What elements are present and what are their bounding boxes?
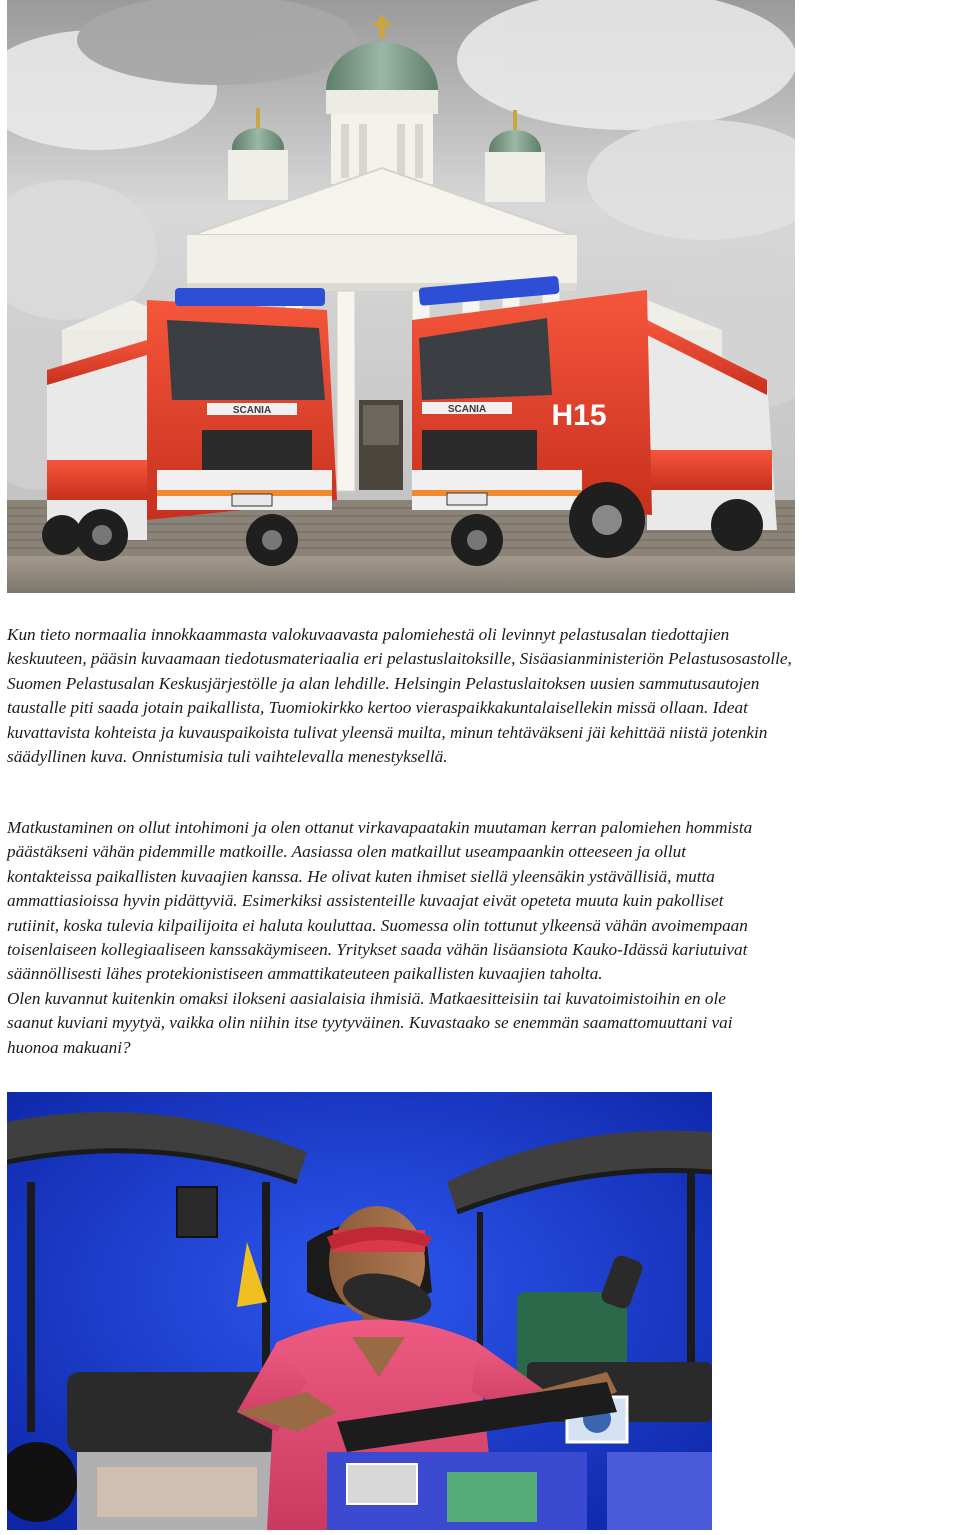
paragraph-line: rutiinit, koska tulevia kilpailijoita ei haluta kouluttaa. Suomessa olin tottunut ylkeensä vähän avoimempaan bbox=[7, 915, 748, 935]
paragraph-line: huonoa makuani? bbox=[7, 1037, 131, 1057]
paragraph-line: keskuuteen, pääsin kuvaamaan tiedotusmateriaalia eri pelastuslaitoksille, Sisäasianministeriön Pelastusosastolle, bbox=[7, 649, 792, 669]
paragraph-line: säädyllinen kuva. Onnistumisia tuli vaihtelevalla menestyksellä. bbox=[7, 747, 448, 767]
paragraph-line: Kun tieto normaalia innokkaammasta valokuvaavasta palomiehestä oli levinnyt pelastusalan tiedottajien bbox=[7, 625, 730, 644]
rickshaw-driver-photo bbox=[7, 1092, 712, 1530]
paragraph-line: Suomen Pelastusalan Keskusjärjestölle ja alan lehdille. Helsingin Pelastuslaitoksen uusien sammutusautojen bbox=[7, 673, 760, 693]
paragraph-line: kontakteissa paikallisten kuvaajien kanssa. He olivat kuten ihmiset siellä yleensäkin ystävällisiä, mutta bbox=[7, 866, 715, 886]
truck-right-brand: SCANIA bbox=[447, 404, 487, 415]
paragraph-line: Matkustaminen on ollut intohimoni ja olen ottanut virkavapaatakin muutaman kerran palomiehen hommista bbox=[7, 818, 753, 837]
paragraph-line: ammattiasioissa hyvin pidättyviä. Esimerkiksi assistenteille kuvaajat eivät opeteta muuta kuin pakolliset bbox=[7, 891, 724, 911]
truck-right-id: H15 bbox=[551, 399, 607, 432]
paragraph-travel-asia bbox=[7, 816, 952, 1060]
fire-trucks-cathedral-illustration bbox=[7, 0, 795, 593]
paragraph-firefighter-photography bbox=[7, 623, 952, 769]
truck-left-brand: SCANIA bbox=[232, 405, 272, 416]
paragraph-line: taustalle piti saada jotain paikallista, Tuomiokirkko kertoo vieraspaikkakuntalaisellekin missä ollaan. Ideat bbox=[7, 698, 748, 718]
paragraph-line: kuvattavista kohteista ja kuvauspaikoista tulivat yleensä muilta, minun tehtäväkseni jäi kehittää niistä jotenkin bbox=[7, 722, 768, 742]
paragraph-line: Olen kuvannut kuitenkin omaksi ilokseni aasialaisia ihmisiä. Matkaesitteisiin tai kuvatoimistoihin en ole bbox=[7, 988, 726, 1008]
paragraph-line: säännöllisesti lähes protekionistiseen ammattikateuteen paikallisten kuvaajien taholta. bbox=[7, 964, 603, 984]
paragraph-line: saanut kuviani myytyä, vaikka olin niihin itse tyytyväinen. Kuvastaako se enemmän saamattomuuttani vai bbox=[7, 1013, 733, 1033]
paragraph-line: toisenlaiseen kollegiaaliseen kanssakäymiseen. Yritykset saada vähän lisäansiota Kauko-Idässä kariutuivat bbox=[7, 940, 748, 960]
fire-trucks-cathedral-photo bbox=[7, 0, 795, 593]
rickshaw-driver-illustration bbox=[7, 1092, 712, 1530]
paragraph-line: päästäkseni vähän pidemmille matkoille. Aasiassa olen matkaillut useampaankin otteeseen ja ollut bbox=[7, 842, 686, 862]
